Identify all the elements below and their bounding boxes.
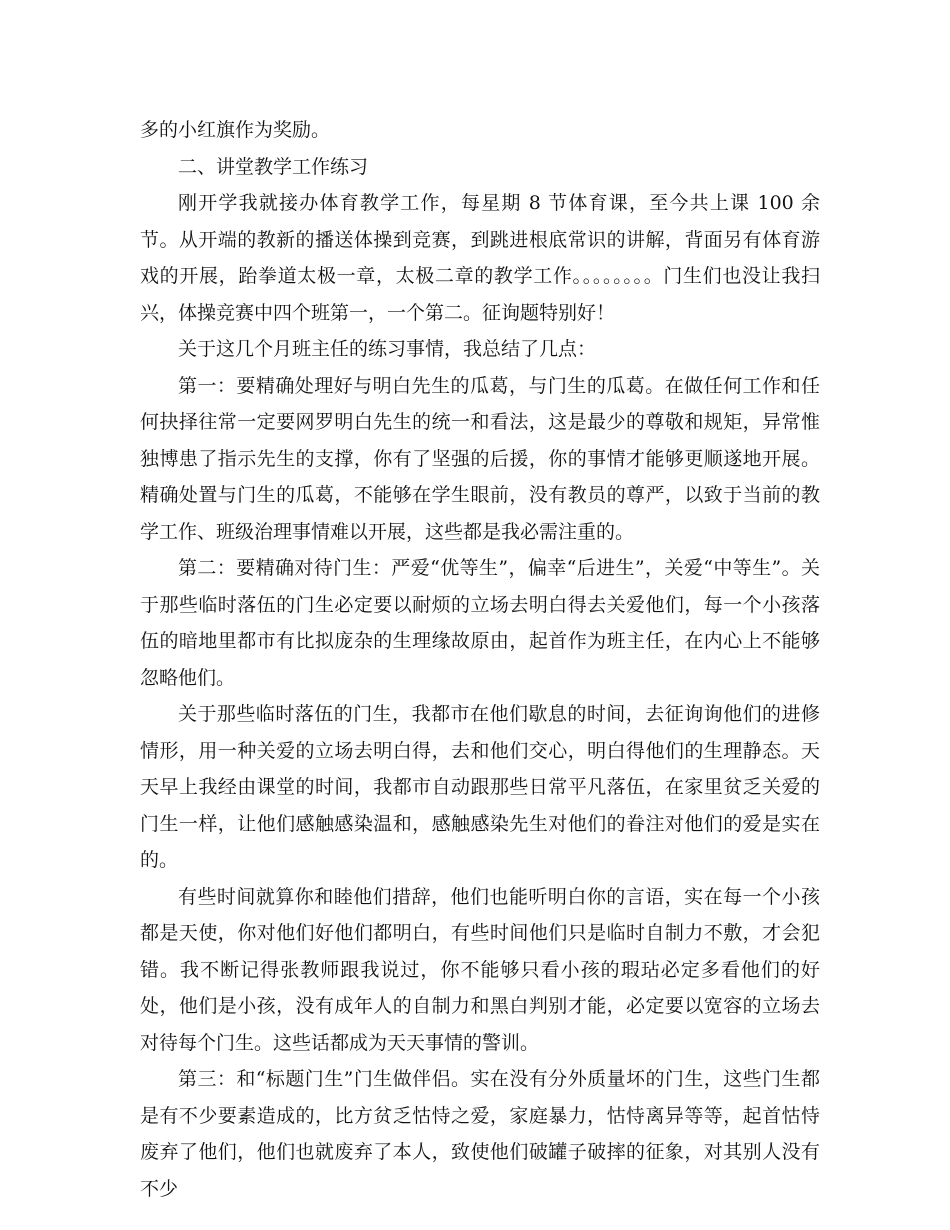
paragraph: 第二：要精确对待门生：严爱“优等生”，偏幸“后进生”，关爱“中等生”。关于那些临时落伍的门生必定要以耐烦的立场去明白得去关爱他们，每一个小孩落伍的暗地里都市有比拟庞杂的生理缘故原由，起首作为班主任，在内心上不能够忽略他们。 (140, 557, 820, 689)
section-heading: 二、讲堂教学工作练习 (178, 155, 369, 178)
paragraph: 第三：和“标题门生”门生做伴侣。实在没有分外质量坏的门生，这些门生都是有不少要素造成的，比方贫乏怙恃之爱，家庭暴力，怙恃离异等等，起首怙恃废弃了他们，他们也就废弃了本人，致使他们破罐子破摔的征象，对其别人没有不少 (140, 1068, 820, 1200)
paragraph: 刚开学我就接办体育教学工作，每星期 8 节体育课，至今共上课 100 余节。从开端的教新的播送体操到竞赛，到跳进根底常识的讲解，背面另有体育游戏的开展，跆拳道太极一章，太极二章的教学工作。。。。。。。。门生们也没让我扫兴，体操竞赛中四个班第一，一个第二。征询题特别好！ (140, 192, 820, 324)
paragraph: 第一：要精确处理好与明白先生的瓜葛，与门生的瓜葛。在做任何工作和任何抉择往常一定要网罗明白先生的统一和看法，这是最少的尊敬和规矩，异常惟独博患了指示先生的支撑，你有了坚强的后援，你的事情才能够更顺遂地开展。精确处置与门生的瓜葛，不能够在学生眼前，没有教员的尊严，以致于当前的教学工作、班级治理事情难以开展，这些都是我必需注重的。 (140, 374, 820, 543)
paragraph: 关于这几个月班主任的练习事情，我总结了几点： (178, 338, 597, 360)
paragraph: 多的小红旗作为奖励。 (140, 119, 331, 141)
paragraph: 关于那些临时落伍的门生，我都市在他们歇息的时间，去征询询他们的进修情形，用一种关爱的立场去明白得，去和他们交心，明白得他们的生理静态。天天早上我经由课堂的时间，我都市自动跟那些日常平凡落伍，在家里贫乏关爱的门生一样，让他们感触感染温和，感触感染先生对他们的眷注对他们的爱是实在的。 (140, 703, 820, 871)
document-body (140, 112, 820, 1207)
paragraph: 有些时间就算你和睦他们措辞，他们也能听明白你的言语，实在每一个小孩都是天使，你对他们好他们都明白，有些时间他们只是临时自制力不敷，才会犯错。我不断记得张教师跟我说过，你不能够只看小孩的瑕玷必定多看他们的好处，他们是小孩，没有成年人的自制力和黑白判别才能，必定要以宽容的立场去对待每个门生。这些话都成为天天事情的警训。 (140, 885, 820, 1054)
